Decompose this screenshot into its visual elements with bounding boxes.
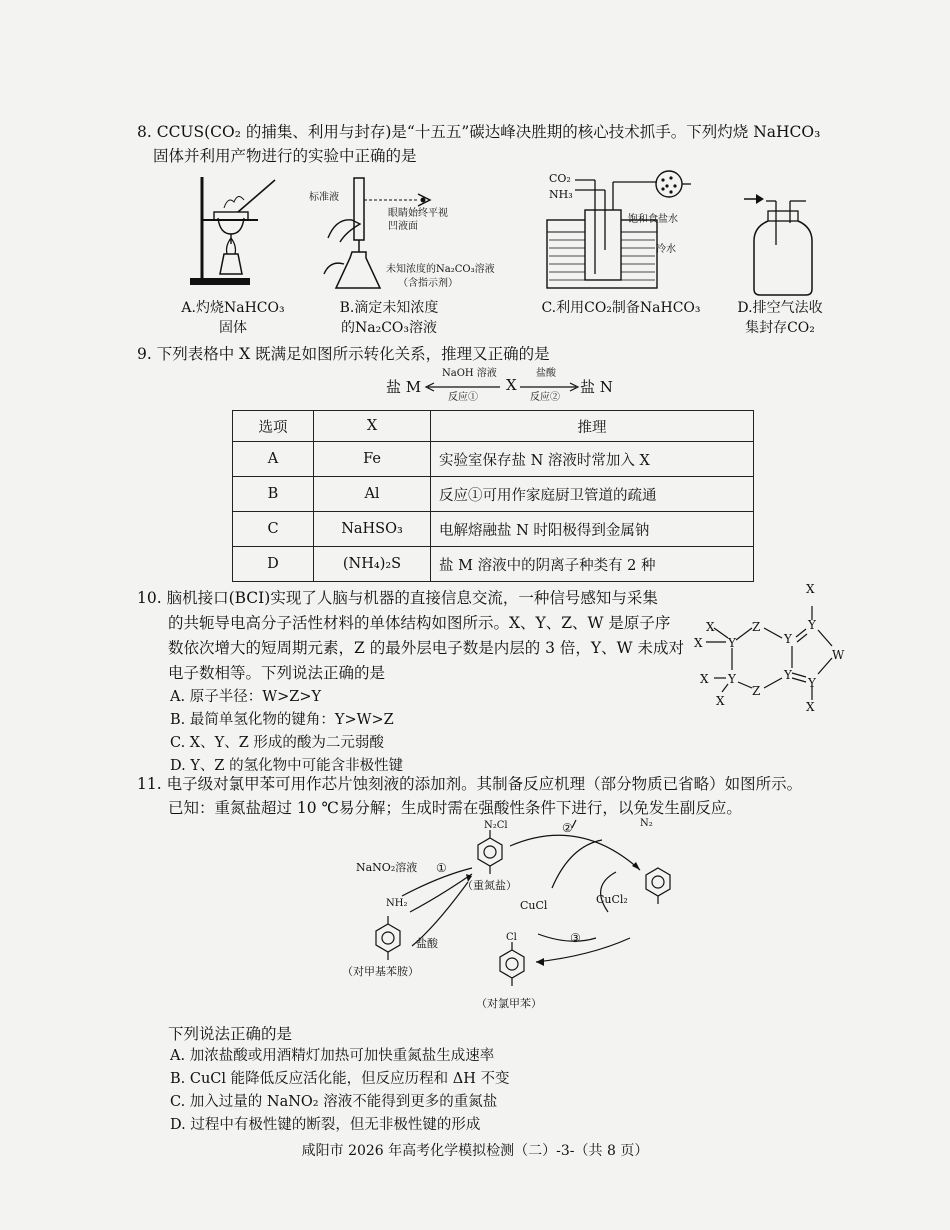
fig-c-cold-water-label: 冷水 xyxy=(656,244,676,255)
cell-reasoning: 盐 M 溶液中的阴离子种类有 2 种 xyxy=(431,547,754,582)
q8-stem-line2: 固体并利用产物进行的实验中正确的是 xyxy=(153,147,417,165)
struct-y-5: Y xyxy=(808,676,816,690)
header-reasoning: 推理 xyxy=(431,411,754,442)
fig-a-caption-1: A.灼烧NaHCO₃ xyxy=(181,300,285,316)
q10-stem-line3: 数依次增大的短周期元素，Z 的最外层电子数是内层的 3 倍，Y、W 未成对 xyxy=(168,639,685,657)
salt-m: 盐 M xyxy=(386,378,422,396)
struct-z-1: Z xyxy=(752,620,761,634)
step-1-label: ① xyxy=(436,861,447,875)
struct-y-3: Y xyxy=(808,618,816,632)
q11-prompt: 下列说法正确的是 xyxy=(168,1025,293,1043)
fig-d-caption-2: 集封存CO₂ xyxy=(745,320,815,336)
page-footer: 咸阳市 2026 年高考化学模拟检测（二）-3-（共 8 页） xyxy=(301,1143,649,1159)
fig-b-flask-label: 未知浓度的Na₂CO₃溶液 xyxy=(386,264,495,275)
fig-d-gas-collection-bottle xyxy=(740,185,820,297)
cell-x: NaHSO₃ xyxy=(314,512,431,547)
n2cl-label: N₂Cl xyxy=(484,820,508,831)
q11-stem-line1: 11. 电子级对氯甲苯可用作芯片蚀刻液的添加剂。其制备反应机理（部分物质已省略）如图所示。 xyxy=(137,775,803,793)
step-3-label: ③ xyxy=(570,931,581,945)
struct-x-top: X xyxy=(806,582,815,596)
table-row xyxy=(233,512,754,547)
q10-option-a: A. 原子半径：W>Z>Y xyxy=(170,689,322,705)
q10-option-c: C. X、Y、Z 形成的酸为二元弱酸 xyxy=(170,735,384,751)
cucl2-label: CuCl₂ xyxy=(596,893,628,906)
cl-label: Cl xyxy=(506,932,517,943)
q11-option-a: A. 加浓盐酸或用酒精灯加热可加快重氮盐生成速率 xyxy=(170,1048,495,1064)
q10-stem-line4: 电子数相等。下列说法正确的是 xyxy=(168,664,386,682)
cell-option: D xyxy=(233,547,314,582)
struct-x-4: X xyxy=(716,694,725,708)
fig-b-caption-2: 的Na₂CO₃溶液 xyxy=(340,320,437,336)
fig-a-heating-apparatus xyxy=(180,172,290,292)
salt-n: 盐 N xyxy=(580,378,613,396)
cell-reasoning: 实验室保存盐 N 溶液时常加入 X xyxy=(431,442,754,477)
fig-d-caption-1: D.排空气法收 xyxy=(737,300,823,316)
n2-label: N₂ xyxy=(640,818,653,829)
nano2-label: NaNO₂溶液 xyxy=(356,861,418,874)
struct-x-bottom: X xyxy=(806,700,815,714)
q10-stem-line1: 10. 脑机接口(BCI)实现了人脑与机器的直接信息交流，一种信号感知与采集 xyxy=(137,589,658,607)
reaction-1-label: 反应① xyxy=(448,392,478,403)
q10-stem-line2: 的共轭导电高分子活性材料的单体结构如图所示。X、Y、Z、W 是原子序 xyxy=(168,614,671,632)
cucl-label: CuCl xyxy=(520,899,548,912)
header-option: 选项 xyxy=(233,411,314,442)
struct-y-2: Y xyxy=(784,632,792,646)
x-label: X xyxy=(506,376,517,394)
cell-option: B xyxy=(233,477,314,512)
q11-stem-line2: 已知：重氮盐超过 10 ℃易分解；生成时需在强酸性条件下进行，以免发生副反应。 xyxy=(168,799,742,817)
cell-x: Fe xyxy=(314,442,431,477)
product-label: （对氯甲苯） xyxy=(476,997,542,1010)
table-header-row xyxy=(233,411,754,442)
q11-option-c: C. 加入过量的 NaNO₂ 溶液不能得到更多的重氮盐 xyxy=(170,1094,498,1110)
fig-c-brine-label: 饱和食盐水 xyxy=(628,214,678,225)
header-x: X xyxy=(314,411,431,442)
struct-x-2: X xyxy=(694,636,703,650)
cell-reasoning: 反应①可用作家庭厨卫管道的疏通 xyxy=(431,477,754,512)
struct-y-1: Y xyxy=(728,636,736,650)
fig-b-eye-label-2: 凹液面 xyxy=(388,221,418,232)
reaction-2-label: 反应② xyxy=(530,392,560,403)
q9-options-table xyxy=(232,410,754,582)
struct-w: W xyxy=(832,648,845,662)
fig-c-caption-1: C.利用CO₂制备NaHCO₃ xyxy=(541,300,701,316)
fig-b-caption-1: B.滴定未知浓度 xyxy=(339,300,439,316)
q11-reaction-scheme xyxy=(340,816,700,1016)
naoh-label: NaOH 溶液 xyxy=(442,368,497,379)
struct-y-4: Y xyxy=(784,668,792,682)
struct-x-1: X xyxy=(706,620,715,634)
q8-stem-line1: 8. CCUS(CO₂ 的捕集、利用与封存)是“十五五”碳达峰决胜期的核心技术抓手。下列灼烧 NaHCO₃ xyxy=(137,123,821,141)
table-row xyxy=(233,442,754,477)
q11-option-b: B. CuCl 能降低反应活化能，但反应历程和 ΔH 不变 xyxy=(170,1071,510,1087)
amine-label: （对甲基苯胺） xyxy=(342,965,419,978)
fig-b-std-solution-label: 标准液 xyxy=(309,192,339,203)
fig-a-caption-2: 固体 xyxy=(219,320,247,336)
struct-z-2: Z xyxy=(752,684,761,698)
struct-y-6: Y xyxy=(728,672,736,686)
table-row xyxy=(233,547,754,582)
fig-b-eye-label: 眼睛始终平视 xyxy=(388,208,448,219)
cell-x: (NH₄)₂S xyxy=(314,547,431,582)
q11-option-d: D. 过程中有极性键的断裂，但无非极性键的形成 xyxy=(170,1117,481,1133)
hcl-label: 盐酸 xyxy=(536,368,556,379)
cell-reasoning: 电解熔融盐 N 时阳极得到金属钠 xyxy=(431,512,754,547)
cell-option: C xyxy=(233,512,314,547)
step-2-label: ② xyxy=(562,821,573,835)
fig-c-co2-label: CO₂ xyxy=(549,172,571,185)
fig-b-indicator-label: （含指示剂） xyxy=(398,278,458,289)
struct-x-3: X xyxy=(700,672,709,686)
q9-stem: 9. 下列表格中 X 既满足如图所示转化关系，推理又正确的是 xyxy=(137,345,550,363)
q10-option-d: D. Y、Z 的氢化物中可能含非极性键 xyxy=(170,758,404,774)
diazonium-salt-label: （重氮盐） xyxy=(462,879,517,892)
cell-x: Al xyxy=(314,477,431,512)
q10-option-b: B. 最简单氢化物的键角：Y>W>Z xyxy=(170,712,394,728)
cell-option: A xyxy=(233,442,314,477)
table-row xyxy=(233,477,754,512)
scheme-arrows xyxy=(386,368,626,408)
fig-c-nh3-label: NH₃ xyxy=(549,188,573,201)
hcl-reagent-label: 盐酸 xyxy=(416,937,438,950)
q9-conversion-scheme xyxy=(386,368,626,408)
nh2-label: NH₂ xyxy=(386,898,408,909)
